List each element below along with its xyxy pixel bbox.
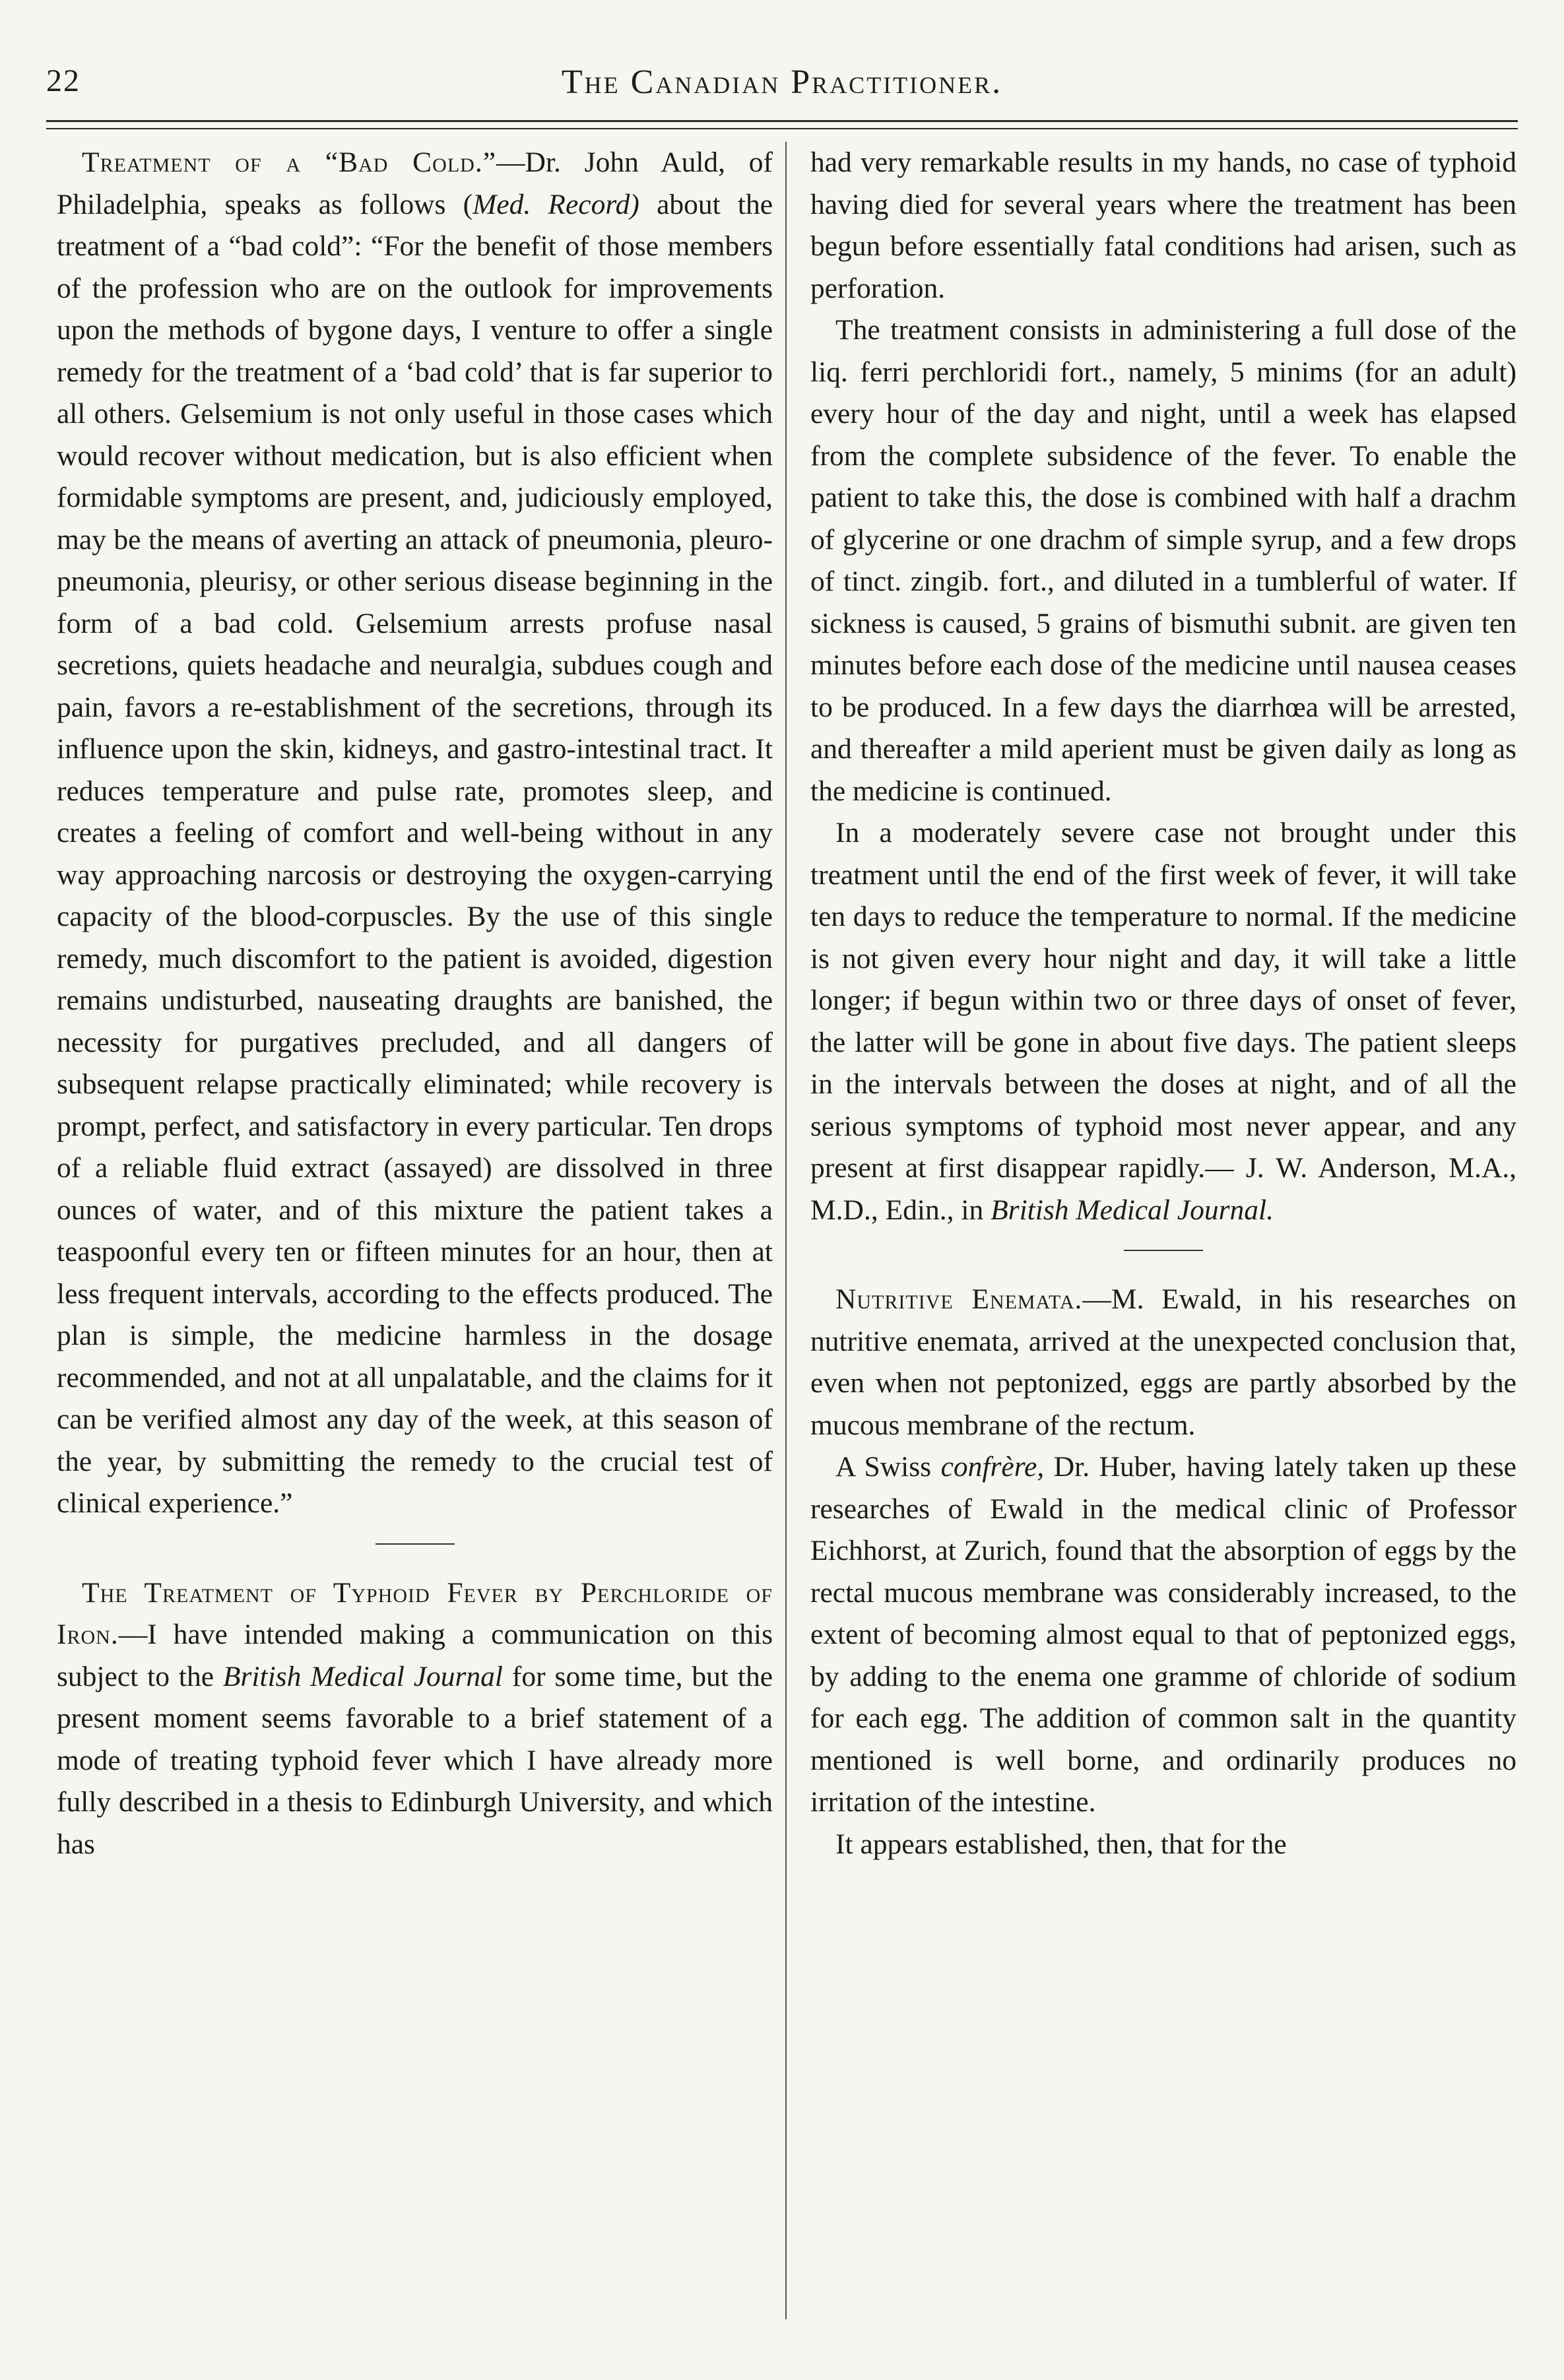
paragraph	[810, 1446, 1516, 1824]
article-heading: Treatment of a “Bad Cold.”	[82, 146, 497, 178]
section-separator	[375, 1543, 455, 1545]
page-header	[46, 63, 1518, 115]
source-citation: Med. Record)	[472, 188, 639, 220]
article-text: about the treatment of a “bad cold”: “For the benefit of those members of the profession who are on the outlook for improvements upon the methods of bygone days, I venture to offer a single remedy for the treatment of a ‘bad cold’ that is far superior to all others. Gelsemium is not only useful in those cases which would recover without medication, but is also efficient when formidable symptoms are present, and, judiciously employed, may be the means of averting an attack of pneumonia, pleuro-pneumonia, pleurisy, or other serious disease beginning in the form of a bad cold. Gelsemium arrests profuse nasal secretions, quiets headache and neuralgia, subdues cough and pain, favors a re-establishment of the secretions, through its influence upon the skin, kidneys, and gastro-intestinal tract. It reduces temperature and pulse rate, promotes sleep, and creates a feeling of comfort and well-being without in any way approaching narcosis or destroying the oxygen-carrying capacity of the blood-corpuscles. By the use of this single remedy, much discomfort to the patient is avoided, digestion remains undisturbed, nauseating draughts are banished, the necessity for purgatives precluded, and all dangers of subsequent relapse practically eliminated; while recovery is prompt, perfect, and satisfactory in every particular. Ten drops of a reliable fluid extract (assayed) are dissolved in three ounces of water, and of this mixture the patient takes a teaspoonful every ten or fifteen minutes for an hour, then at less frequent intervals, according to the effects produced. The plan is simple, the medicine harmless in the dosage recommended, and not at all unpalatable, and the claims for it can be verified almost any day of the week, at this season of the year, by submitting the remedy to the crucial test of clinical experience.”	[57, 188, 773, 1519]
article-text: —I have intended making a communication on this subject to the	[57, 1619, 773, 1692]
page-number: 22	[46, 63, 81, 98]
foreign-word: confrère,	[940, 1451, 1045, 1483]
article-text: for some time, but the present moment seems favorable to a brief statement of a mode of treating typhoid fever which I have already more fully described in a thesis to Edinburgh University, and which has	[57, 1660, 773, 1860]
source-citation: British Medical Journal.	[991, 1194, 1274, 1226]
paragraph: The treatment consists in administering a full dose of the liq. ferri perchloridi fort., namely, 5 minims (for an adult) every hour of the day and night, until a week has elapsed from the complete subsidence of the fever. To enable the patient to take this, the dose is combined with half a drachm of glycerine or one drachm of simple syrup, and a few drops of tinct. zingib. fort., and diluted in a tumblerful of water. If sickness is caused, 5 grains of bismuthi subnit. are given ten minutes before each dose of the medicine until nausea ceases to be produced. In a few days the diarrhœa will be arrested, and thereafter a mild aperient must be given daily as long as the medicine is continued.	[810, 314, 1516, 807]
running-title: The Canadian Practitioner.	[561, 63, 1003, 101]
paragraph-text: Dr. Huber, having lately taken up these researches of Ewald in the medical clinic of Professor Eichhorst, at Zurich, found that the absorption of eggs by the rectal mucous membrane was considerably increased, to the extent of becoming almost equal to that of peptonized eggs, by adding to the enema one gramme of chloride of sodium for each egg. The addition of common salt in the quantity mentioned is well borne, and ordinarily produces no irritation of the intestine.	[810, 1451, 1516, 1818]
article-text: —M. Ewald, in his researches on nutritive enemata, arrived at the unexpected conclusion that, even when not peptonized, eggs are partly absorbed by the mucous membrane of the rectum.	[810, 1283, 1517, 1441]
paragraph-text: In a moderately severe case not brought under this treatment until the end of the first week of fever, it will take ten days to reduce the temperature to normal. If the medicine is not given every hour night and day, it will take a little longer; if begun within two or three days of onset of fever, the latter will be gone in about five days. The patient sleeps in the intervals between the doses at night, and of all the serious symptoms of typhoid most never appear, and any present at first disappear rapidly.— J. W. Anderson, M.A., M.D., Edin., in	[810, 817, 1516, 1226]
article-heading: Nutritive Enemata.	[835, 1283, 1083, 1315]
paragraph: It appears established, then, that for the	[835, 1828, 1287, 1860]
paragraph	[810, 812, 1516, 1231]
right-column	[810, 142, 1516, 1865]
left-column	[57, 142, 773, 1865]
header-rule-thin	[46, 128, 1518, 129]
article-nutritive-enemata	[810, 1279, 1516, 1446]
column-divider	[785, 142, 787, 2319]
journal-title: British Medical Journal	[222, 1660, 504, 1692]
article-heading: The Treatment of Typhoid Fever by Perchloride of Iron.	[57, 1576, 773, 1650]
article-bad-cold	[57, 142, 773, 1525]
section-separator	[1124, 1250, 1203, 1251]
paragraph: had very remarkable results in my hands, no case of typhoid having died for several years where the treatment has been begun before essentially fatal conditions had arisen, such as perforation.	[810, 146, 1516, 304]
article-text: —Dr. John Auld, of Philadelphia, speaks as follows (	[57, 146, 773, 220]
article-typhoid	[57, 1572, 773, 1866]
paragraph-text: A Swiss	[835, 1451, 941, 1483]
header-rule	[46, 120, 1518, 122]
